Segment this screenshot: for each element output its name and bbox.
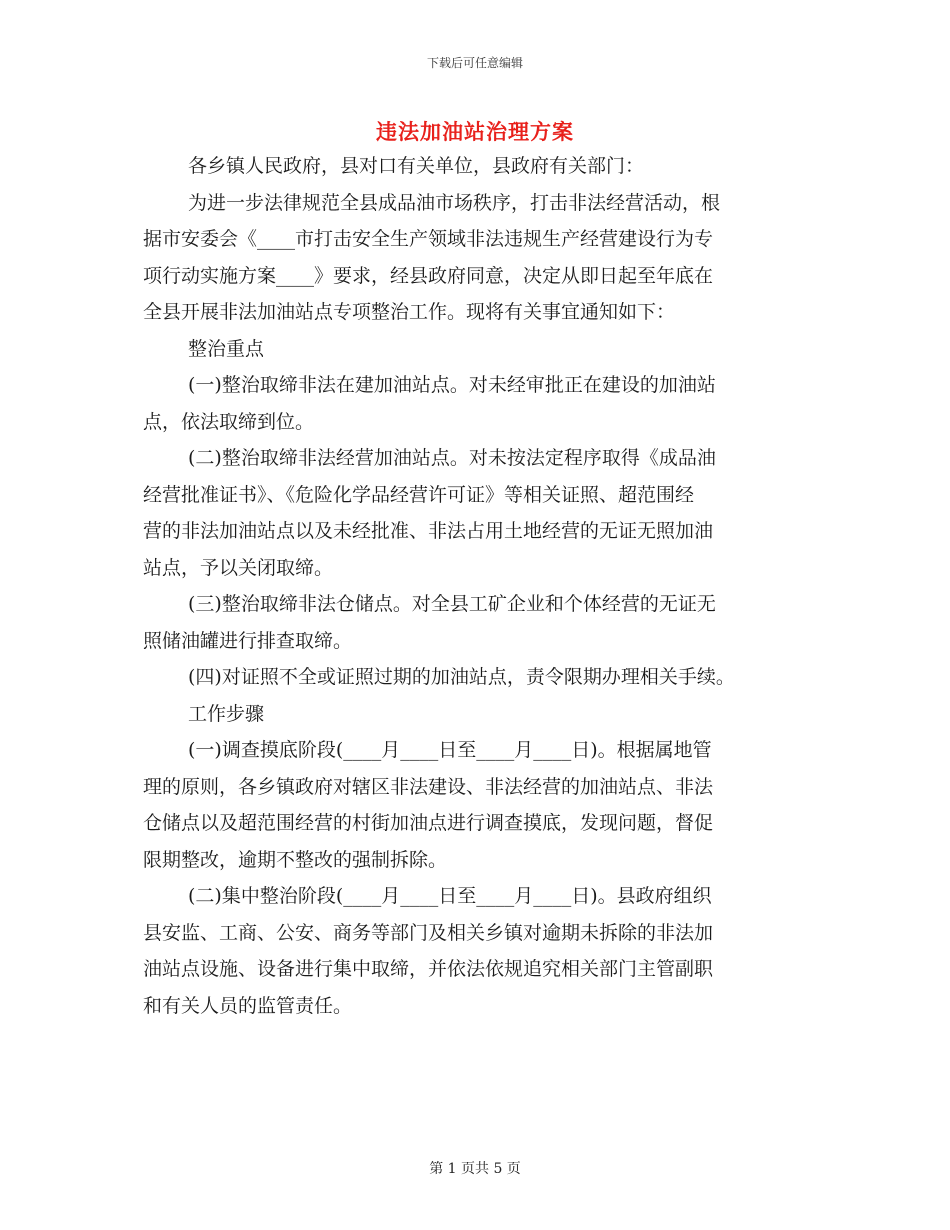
text-line: (四)对证照不全或证照过期的加油站点，责令限期办理相关手续。	[188, 666, 735, 688]
text-line: 县安监、工商、公安、商务等部门及相关乡镇对逾期未拆除的非法加	[143, 921, 714, 944]
document-body	[143, 148, 803, 1024]
text-line: (一)整治取缔非法在建加油站点。对未经审批正在建设的加油站	[188, 374, 716, 396]
text-line: 油站点设施、设备进行集中取缔，并依法依规追究相关部门主管副职	[143, 958, 714, 980]
text-line: 仓储点以及超范围经营的村街加油点进行调查摸底，发现问题，督促	[143, 812, 714, 834]
text-line: 站点，予以关闭取缔。	[143, 556, 334, 579]
text-line: 整治重点	[188, 337, 265, 360]
text-line: (一)调查摸底阶段(____月____日至____月____日)。根据属地管	[188, 739, 712, 761]
text-line: (二)整治取缔非法经营加油站点。对未按法定程序取得《成品油	[188, 447, 716, 469]
text-line: 照储油罐进行排查取缔。	[143, 629, 353, 652]
page-number: 第 1 页共 5 页	[429, 1161, 521, 1177]
text-line: 全县开展非法加油站点专项整治工作。现将有关事宜通知如下：	[143, 301, 676, 323]
text-line: 营的非法加油站点以及未经批准、非法占用土地经营的无证无照加油	[143, 520, 714, 542]
text-line: 限期整改，逾期不整改的强制拆除。	[143, 848, 448, 871]
text-line: 理的原则，各乡镇政府对辖区非法建设、非法经营的加油站点、非法	[143, 775, 714, 798]
text-line: (二)集中整治阶段(____月____日至____月____日)。县政府组织	[188, 885, 712, 907]
text-line: 经营批准证书》、《危险化学品经营许可证》等相关证照、超范围经	[143, 483, 695, 506]
text-line: 和有关人员的监管责任。	[143, 994, 353, 1017]
text-line: 为进一步法律规范全县成品油市场秩序，打击非法经营活动，根	[188, 191, 721, 214]
text-line: 项行动实施方案____》要求，经县政府同意，决定从即日起至年底在	[143, 264, 714, 287]
text-line: 点，依法取缔到位。	[143, 410, 315, 433]
page-header-note: 下载后可任意编辑	[426, 56, 523, 70]
document-title: 违法加油站治理方案	[376, 119, 574, 144]
text-line: 工作步骤	[188, 702, 265, 725]
text-line: 据市安委会《____市打击安全生产领域非法违规生产经营建设行为专	[143, 228, 714, 250]
text-line: 各乡镇人民政府，县对口有关单位，县政府有关部门：	[188, 155, 645, 177]
text-line: (三)整治取缔非法仓储点。对全县工矿企业和个体经营的无证无	[188, 593, 716, 615]
